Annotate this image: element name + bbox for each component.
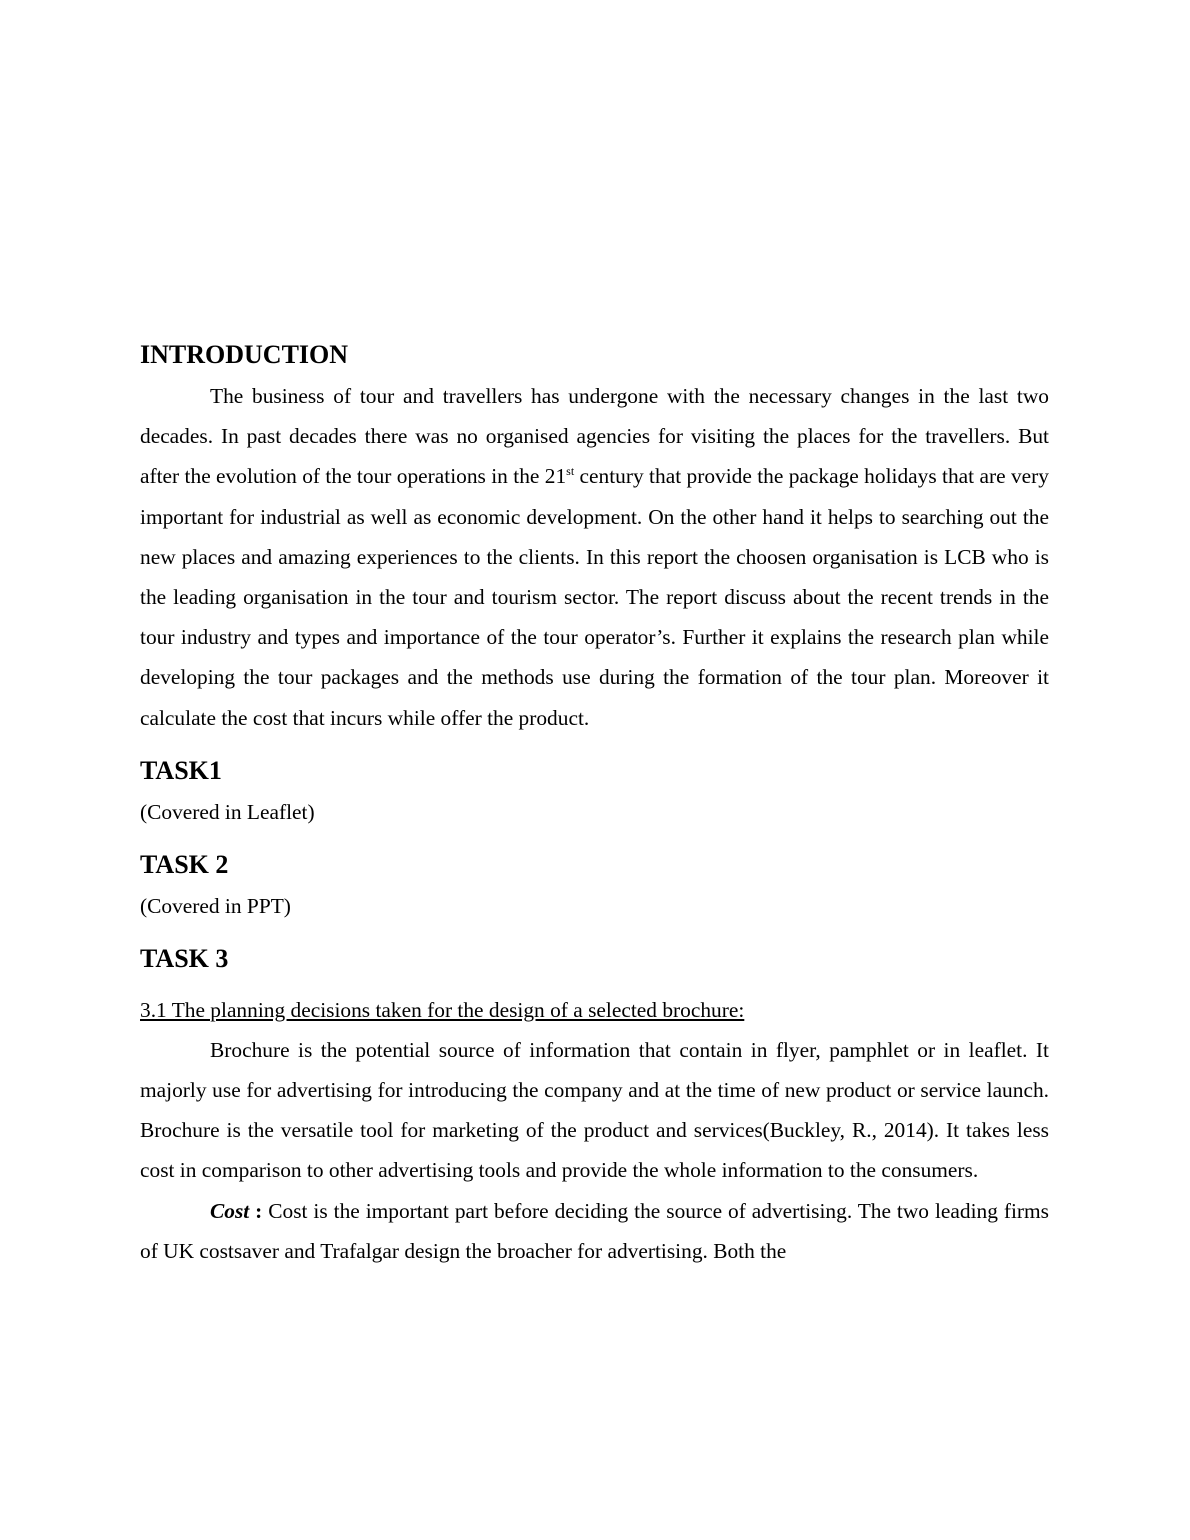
cost-text: Cost is the important part before deciding the source of advertising. The two leading firms of UK costsaver and Trafalgar design the broacher for advertising. Both the bbox=[140, 1198, 1049, 1263]
brochure-paragraph: Brochure is the potential source of information that contain in flyer, pamphlet or in leaflet. It majorly use for advertising for introducing the company and at the time of new product or service launch. Brochure is the versatile tool for marketing of the product and services(Buckley, R., 2014). It takes less cost in comparison to other advertising tools and provide the whole information to the consumers. bbox=[140, 1037, 1049, 1183]
introduction-text-part1: The business of tour and travellers has undergone with the necessary changes in the last two decades. In past decades there was no organised agencies for visiting the places for the travellers. But after the evolution of the tour operations in the 21 bbox=[140, 384, 1049, 489]
task1-note: (Covered in Leaflet) bbox=[140, 799, 315, 824]
introduction-text-part2: century that provide the package holidays that are very important for industrial as well as economic development. On the other hand it helps to searching out the new places and amazing experiences to the clients. In this report the choosen organisation is LCB who is the leading organisation in the tour and tourism sector. The report discuss about the recent trends in the tour industry and types and importance of the tour operator’s. Further it explains the research plan while developing the tour packages and the methods use during the formation of the tour plan. Moreover it calculate the cost that incurs while offer the product. bbox=[140, 464, 1049, 730]
introduction-heading: INTRODUCTION bbox=[140, 340, 349, 369]
document-page bbox=[140, 336, 1049, 1271]
cost-colon: : bbox=[249, 1198, 263, 1223]
task2-heading: TASK 2 bbox=[140, 849, 229, 879]
introduction-paragraph bbox=[140, 376, 1049, 738]
cost-label: Cost bbox=[210, 1198, 250, 1223]
cost-paragraph bbox=[140, 1191, 1049, 1271]
ordinal-suffix: st bbox=[566, 464, 575, 479]
task3-subheading: 3.1 The planning decisions taken for the design of a selected brochure: bbox=[140, 997, 745, 1022]
task2-note: (Covered in PPT) bbox=[140, 893, 291, 918]
task3-heading: TASK 3 bbox=[140, 943, 229, 973]
task1-heading: TASK1 bbox=[140, 755, 222, 785]
